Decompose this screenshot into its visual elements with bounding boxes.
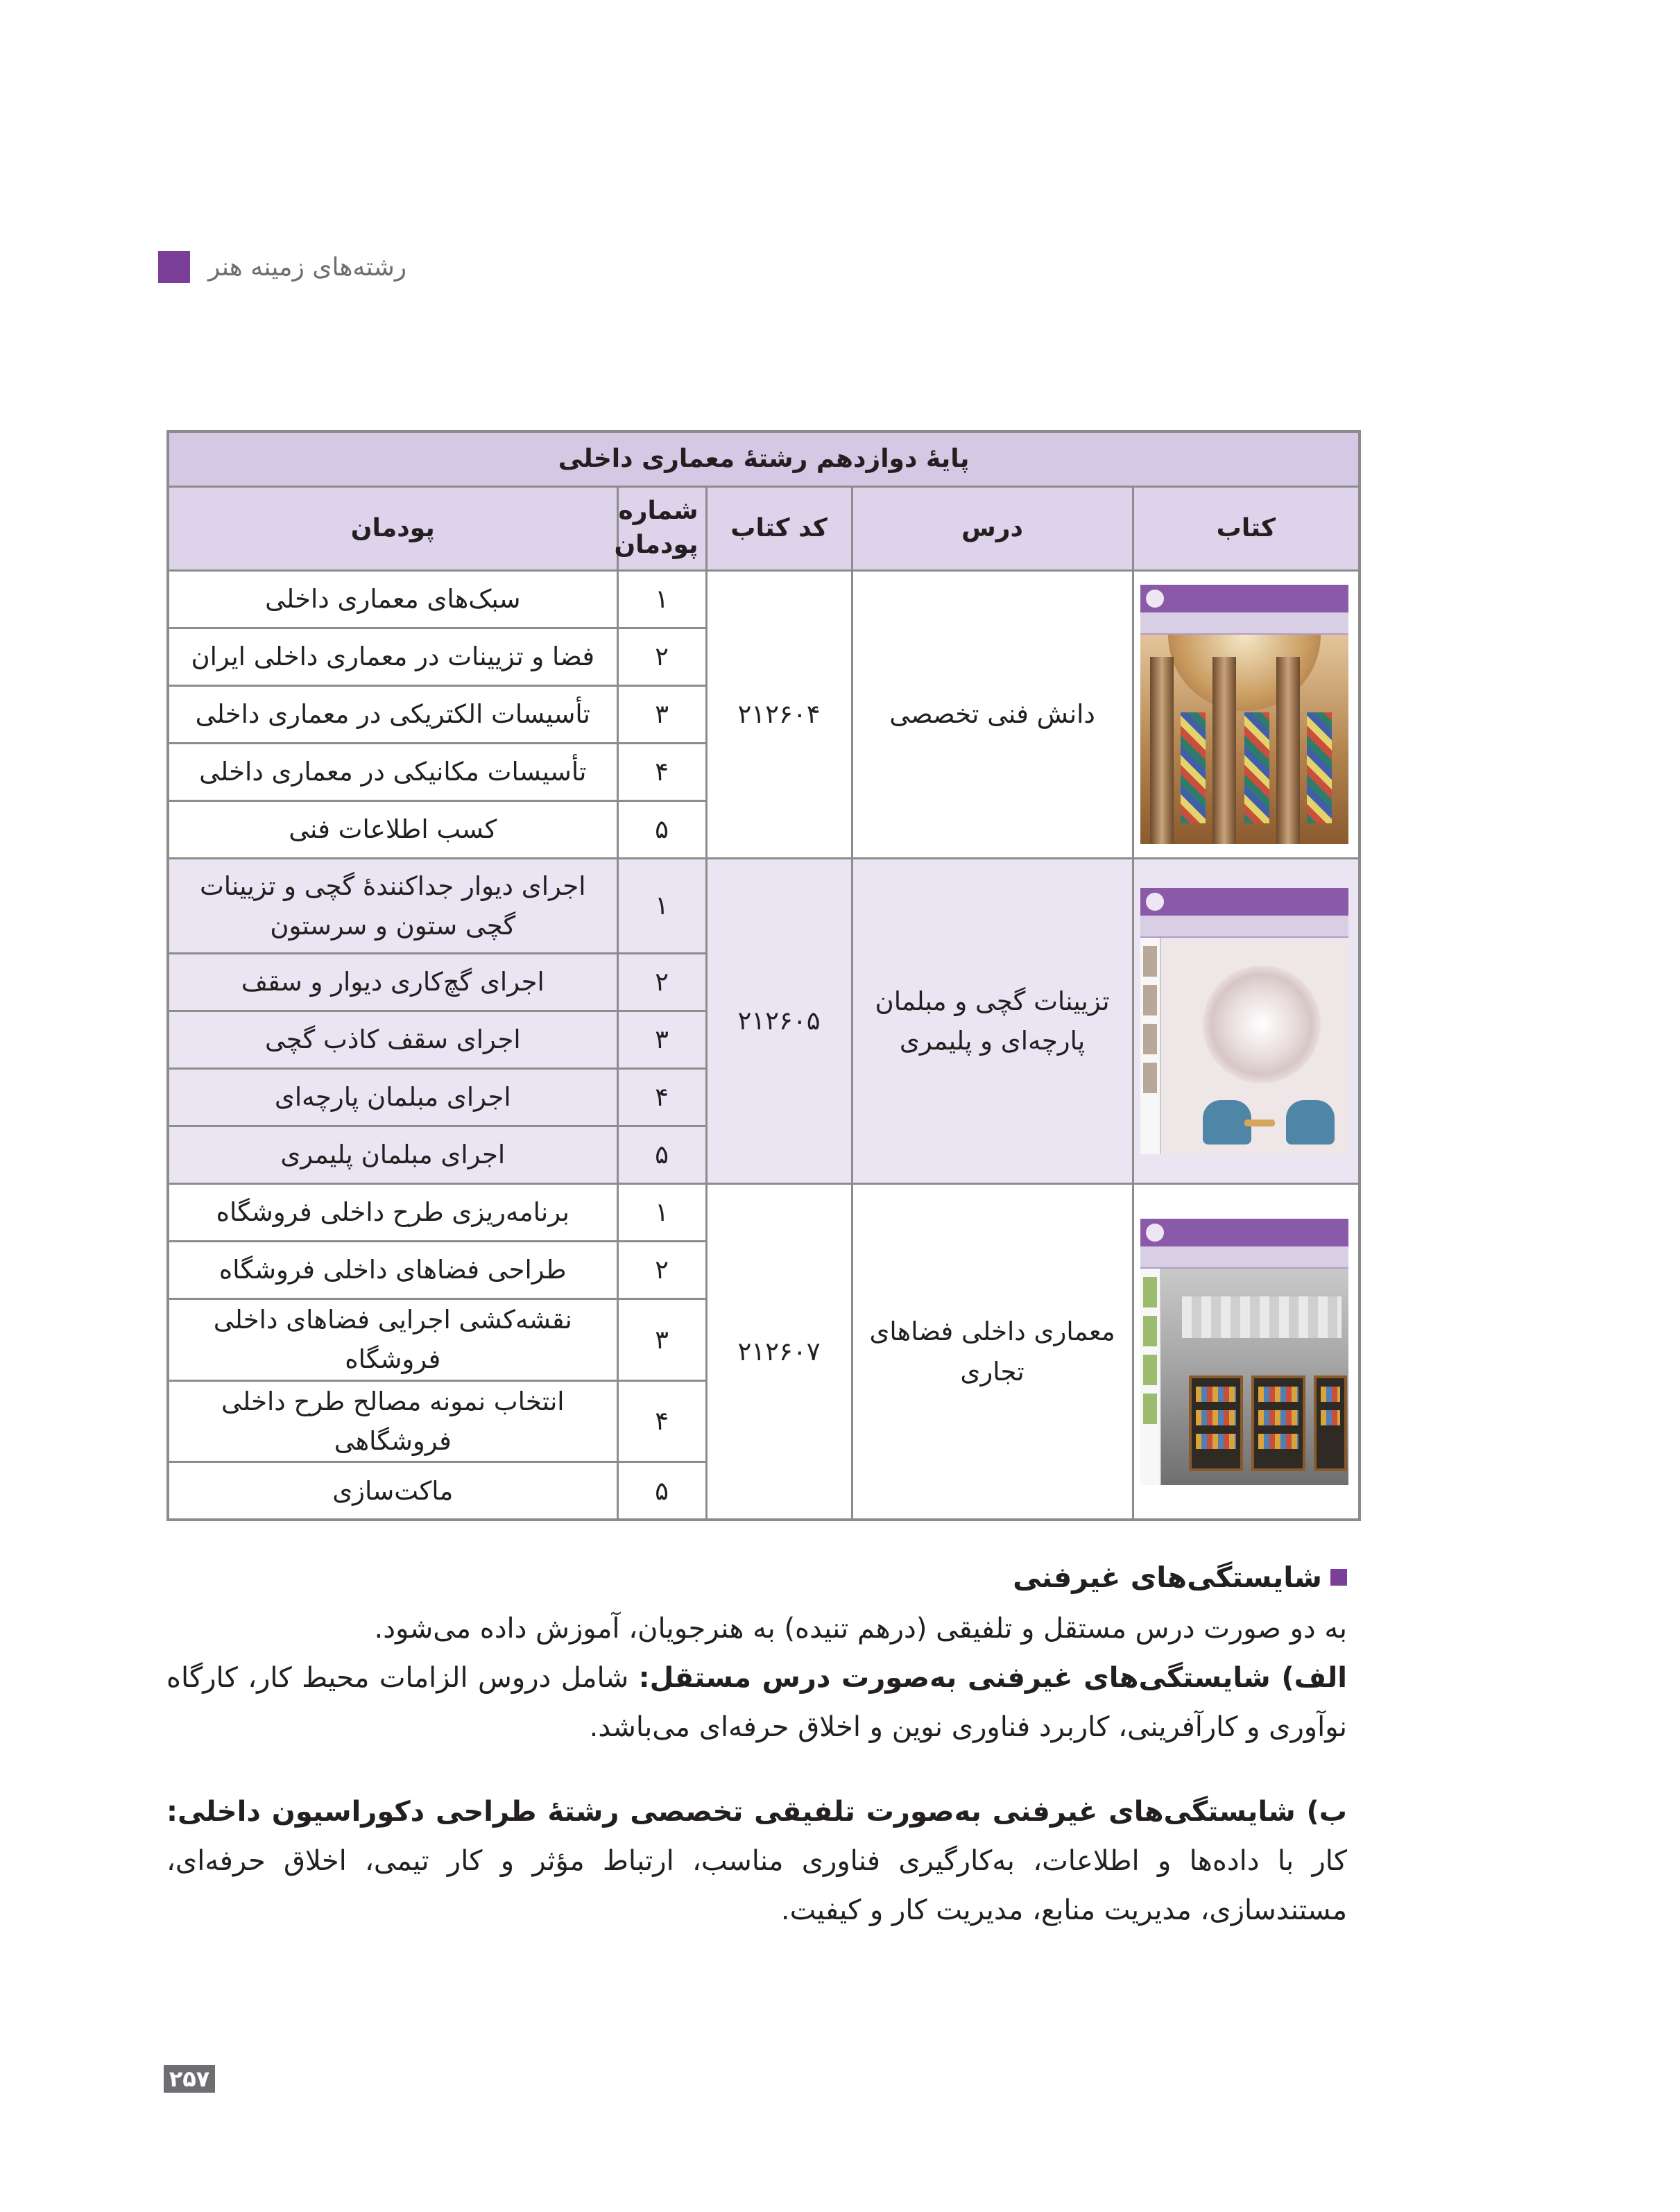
module-number: ۴ bbox=[617, 1380, 706, 1462]
book-code: ۲۱۲۶۰۴ bbox=[706, 571, 852, 859]
book-cover-image bbox=[1140, 1219, 1348, 1485]
module-title: سبک‌های معماری داخلی bbox=[168, 571, 617, 628]
module-title: اجرای دیوار جداکنندهٔ گچی و تزیینات گچی ستون و سرستون bbox=[168, 859, 617, 954]
book-code: ۲۱۲۶۰۷ bbox=[706, 1184, 852, 1520]
module-number: ۵ bbox=[617, 1462, 706, 1520]
page-number: ۲۵۷ bbox=[164, 2065, 215, 2093]
module-title: برنامه‌ریزی طرح داخلی فروشگاه bbox=[168, 1184, 617, 1242]
module-title: تأسیسات الکتریکی در معماری داخلی bbox=[168, 686, 617, 744]
book-cover-cell bbox=[1133, 1184, 1360, 1520]
publisher-logo-icon bbox=[1146, 893, 1164, 911]
course-name: تزیینات گچی و مبلمان پارچه‌ای و پلیمری bbox=[852, 859, 1133, 1184]
section-heading bbox=[166, 1552, 1347, 1603]
course-name: معماری داخلی فضاهای تجاری bbox=[852, 1184, 1133, 1520]
module-number: ۳ bbox=[617, 1011, 706, 1069]
module-number: ۲ bbox=[617, 954, 706, 1011]
module-number: ۴ bbox=[617, 1069, 706, 1126]
course-name: دانش فنی تخصصی bbox=[852, 571, 1133, 859]
module-number: ۵ bbox=[617, 1126, 706, 1184]
module-number: ۱ bbox=[617, 1184, 706, 1242]
publisher-logo-icon bbox=[1146, 590, 1164, 608]
item-a-label: الف) شایستگی‌های غیرفنی به‌صورت درس مستقل: bbox=[638, 1662, 1347, 1695]
section-marker-icon bbox=[158, 251, 190, 283]
module-title: اجرای گچ‌کاری دیوار و سقف bbox=[168, 954, 617, 1011]
item-b-paragraph bbox=[166, 1787, 1347, 1936]
module-number: ۱ bbox=[617, 859, 706, 954]
module-title: طراحی فضاهای داخلی فروشگاه bbox=[168, 1242, 617, 1299]
module-title: کسب اطلاعات فنی bbox=[168, 801, 617, 859]
module-title: ماکت‌سازی bbox=[168, 1462, 617, 1520]
header-module-number: شماره پودمان bbox=[617, 487, 706, 571]
module-number: ۳ bbox=[617, 1299, 706, 1381]
item-a-text: شامل دروس الزامات محیط کار، کارگاه نوآوری و کارآفرینی، کاربرد فناوری نوین و اخلاق حرفه‌ای می‌باشد. bbox=[166, 1662, 1347, 1744]
module-title: اجرای مبلمان پارچه‌ای bbox=[168, 1069, 617, 1126]
publisher-logo-icon bbox=[1146, 1224, 1164, 1242]
module-title: نقشه‌کشی اجرایی فضاهای داخلی فروشگاه bbox=[168, 1299, 617, 1381]
module-title: تأسیسات مکانیکی در معماری داخلی bbox=[168, 744, 617, 801]
header-module: پودمان bbox=[168, 487, 617, 571]
module-number: ۳ bbox=[617, 686, 706, 744]
module-title: اجرای سقف کاذب گچی bbox=[168, 1011, 617, 1069]
item-b-text: کار با داده‌ها و اطلاعات، به‌کارگیری فناوری مناسب، ارتباط مؤثر و کار تیمی، اخلاق حرفه‌ای، مستندسازی، مدیریت منابع، مدیریت کار و کیفیت. bbox=[166, 1844, 1347, 1926]
header-code: کد کتاب bbox=[706, 487, 852, 571]
item-b-label: ب) شایستگی‌های غیرفنی به‌صورت تلفیقی تخصصی رشتهٔ طراحی دکوراسیون داخلی: bbox=[166, 1795, 1347, 1828]
running-header-title: رشته‌های زمینه هنر bbox=[208, 252, 407, 282]
item-a-paragraph bbox=[166, 1654, 1347, 1752]
section-heading-text: شایستگی‌های غیرفنی bbox=[1013, 1561, 1322, 1594]
module-number: ۴ bbox=[617, 744, 706, 801]
non-technical-competencies-section bbox=[166, 1552, 1347, 1935]
book-cover-image bbox=[1140, 888, 1348, 1154]
header-book: کتاب bbox=[1133, 487, 1360, 571]
book-cover-image bbox=[1140, 585, 1348, 844]
header-course: درس bbox=[852, 487, 1133, 571]
module-number: ۱ bbox=[617, 571, 706, 628]
table-header-row bbox=[168, 487, 1360, 571]
module-title: اجرای مبلمان پلیمری bbox=[168, 1126, 617, 1184]
table-caption: پایهٔ دوازدهم رشتهٔ معماری داخلی bbox=[168, 431, 1360, 487]
square-bullet-icon bbox=[1330, 1569, 1347, 1586]
curriculum-table bbox=[166, 430, 1361, 1521]
module-number: ۵ bbox=[617, 801, 706, 859]
book-cover-cell bbox=[1133, 571, 1360, 859]
module-number: ۲ bbox=[617, 628, 706, 686]
module-title: فضا و تزیینات در معماری داخلی ایران bbox=[168, 628, 617, 686]
module-number: ۲ bbox=[617, 1242, 706, 1299]
book-cover-cell bbox=[1133, 859, 1360, 1184]
book-code: ۲۱۲۶۰۵ bbox=[706, 859, 852, 1184]
cover-title bbox=[1140, 612, 1348, 635]
cover-title bbox=[1140, 1246, 1348, 1269]
module-title: انتخاب نمونه مصالح طرح داخلی فروشگاهی bbox=[168, 1380, 617, 1462]
section-intro: به دو صورت درس مستقل و تلفیقی (درهم تنیده) به هنرجویان، آموزش داده می‌شود. bbox=[374, 1612, 1347, 1645]
running-header bbox=[158, 250, 406, 284]
cover-title bbox=[1140, 916, 1348, 938]
table-row bbox=[168, 571, 1360, 628]
table-row bbox=[168, 1184, 1360, 1242]
table-row bbox=[168, 859, 1360, 954]
